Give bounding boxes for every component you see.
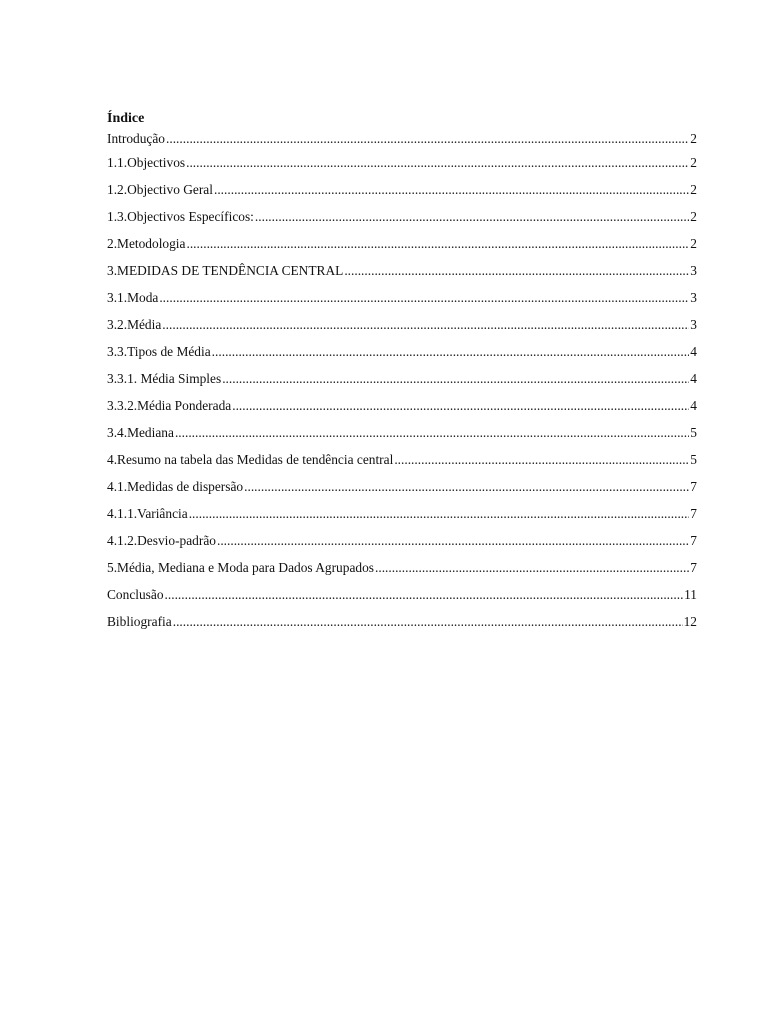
toc-dot-leader — [222, 369, 689, 389]
toc-entry-label[interactable]: Bibliografia — [107, 614, 172, 629]
toc-entry-page-number: 4 — [690, 371, 697, 386]
toc-entry-page-number: 3 — [690, 263, 697, 278]
toc-dot-leader — [344, 261, 689, 281]
toc-entry-page-number: 7 — [690, 479, 697, 494]
toc-entry-page-number: 4 — [690, 344, 697, 359]
toc-entry[interactable] — [107, 531, 697, 558]
toc-entry-label[interactable]: 3.3.2.Média Ponderada — [107, 398, 232, 413]
toc-entry-label[interactable]: Conclusão — [107, 587, 164, 602]
toc-entry-label[interactable]: 4.1.2.Desvio-padrão — [107, 533, 216, 548]
toc-entry[interactable] — [107, 450, 697, 477]
toc-entry-page-number: 7 — [690, 533, 697, 548]
toc-entry[interactable] — [107, 180, 697, 207]
toc-entry[interactable] — [107, 369, 697, 396]
toc-dot-leader — [232, 396, 689, 416]
toc-entry-page-number: 2 — [690, 182, 697, 197]
toc-entry[interactable] — [107, 423, 697, 450]
toc-entry[interactable] — [107, 288, 697, 315]
toc-entry[interactable] — [107, 234, 697, 261]
toc-dot-leader — [214, 180, 689, 200]
toc-entry-label[interactable]: 4.1.Medidas de dispersão — [107, 479, 244, 494]
toc-entry-label[interactable]: 3.4.Mediana — [107, 425, 174, 440]
document-page — [107, 109, 697, 639]
toc-entry[interactable] — [107, 261, 697, 288]
toc-entry-page-number: 4 — [690, 398, 697, 413]
toc-dot-leader — [255, 207, 689, 227]
toc-entry-label[interactable]: 3.2.Média — [107, 317, 162, 332]
toc-entry-page-number: 3 — [690, 317, 697, 332]
toc-entry-label[interactable]: 2.Metodologia — [107, 236, 186, 251]
toc-dot-leader — [186, 234, 689, 254]
toc-entry[interactable] — [107, 153, 697, 180]
toc-entry-label[interactable]: 3.MEDIDAS DE TENDÊNCIA CENTRAL — [107, 263, 344, 278]
toc-entry[interactable] — [107, 585, 697, 612]
toc-entry-page-number: 2 — [690, 236, 697, 251]
toc-list — [107, 129, 697, 639]
toc-entry[interactable] — [107, 477, 697, 504]
toc-entry-label[interactable]: 1.1.Objectivos — [107, 155, 186, 170]
toc-dot-leader — [217, 531, 689, 551]
toc-entry-label[interactable]: 3.1.Moda — [107, 290, 159, 305]
toc-entry-page-number: 12 — [683, 614, 697, 629]
toc-entry-page-number: 7 — [690, 560, 697, 575]
toc-entry-label[interactable]: Introdução — [107, 131, 166, 146]
toc-entry-label[interactable]: 3.3.1. Média Simples — [107, 371, 222, 386]
toc-entry-page-number: 5 — [690, 425, 697, 440]
toc-entry-page-number: 5 — [690, 452, 697, 467]
toc-entry[interactable] — [107, 558, 697, 585]
toc-entry[interactable] — [107, 612, 697, 639]
toc-entry-label[interactable]: 5.Média, Mediana e Moda para Dados Agrupados — [107, 560, 374, 575]
toc-dot-leader — [173, 612, 683, 632]
toc-entry-label[interactable]: 1.2.Objectivo Geral — [107, 182, 213, 197]
toc-dot-leader — [159, 288, 689, 308]
toc-entry-label[interactable]: 3.3.Tipos de Média — [107, 344, 211, 359]
toc-dot-leader — [186, 153, 689, 173]
toc-entry[interactable] — [107, 342, 697, 369]
toc-entry-page-number: 3 — [690, 290, 697, 305]
toc-entry-label[interactable]: 1.3.Objectivos Específicos: — [107, 209, 254, 224]
toc-dot-leader — [375, 558, 689, 578]
toc-dot-leader — [212, 342, 690, 362]
toc-entry-page-number: 2 — [690, 209, 697, 224]
toc-entry[interactable] — [107, 129, 697, 153]
toc-dot-leader — [175, 423, 689, 443]
toc-dot-leader — [394, 450, 689, 470]
toc-title: Índice — [107, 111, 145, 126]
toc-entry[interactable] — [107, 396, 697, 423]
toc-entry[interactable] — [107, 504, 697, 531]
toc-entry-page-number: 2 — [690, 155, 697, 170]
toc-dot-leader — [166, 129, 689, 149]
toc-entry-page-number: 7 — [690, 506, 697, 521]
toc-entry-page-number: 11 — [684, 587, 697, 602]
toc-entry[interactable] — [107, 207, 697, 234]
toc-entry[interactable] — [107, 315, 697, 342]
toc-dot-leader — [162, 315, 689, 335]
toc-entry-label[interactable]: 4.1.1.Variância — [107, 506, 188, 521]
toc-entry-label[interactable]: 4.Resumo na tabela das Medidas de tendência central — [107, 452, 394, 467]
toc-dot-leader — [244, 477, 689, 497]
toc-dot-leader — [165, 585, 684, 605]
toc-dot-leader — [189, 504, 690, 524]
toc-entry-page-number: 2 — [690, 131, 697, 146]
